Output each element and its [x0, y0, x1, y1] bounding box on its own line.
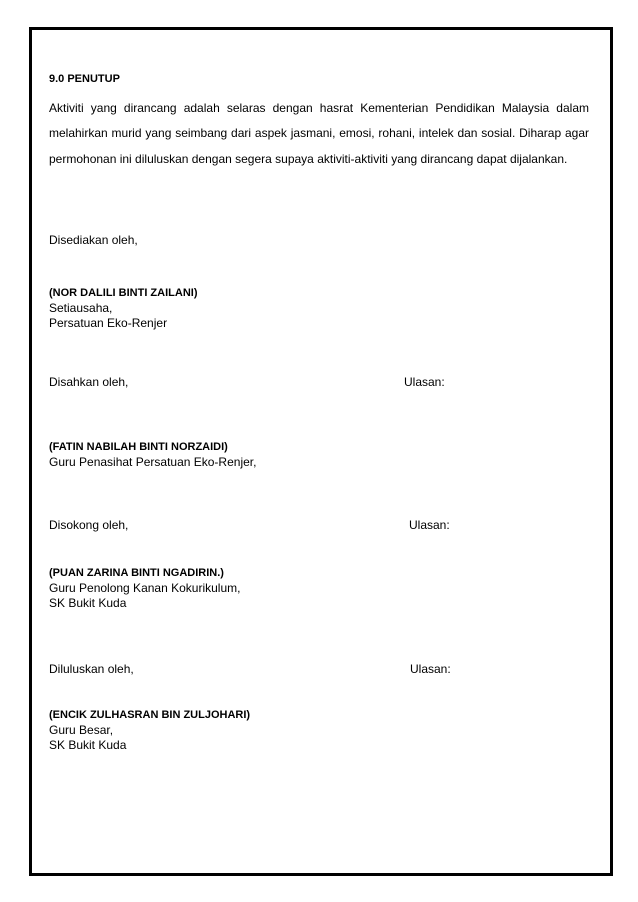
supported-by-label: Disokong oleh,	[49, 518, 129, 532]
verified-by-label: Disahkan oleh,	[49, 375, 129, 389]
verified-by-role: Guru Penasihat Persatuan Eko-Renjer,	[49, 455, 257, 469]
approved-by-role: Guru Besar,	[49, 723, 114, 737]
prepared-by-name: (NOR DALILI BINTI ZAILANI)	[49, 287, 198, 299]
prepared-by-label: Disediakan oleh,	[49, 233, 138, 247]
prepared-by-role: Setiausaha,	[49, 301, 113, 315]
approved-by-organization: SK Bukit Kuda	[49, 738, 127, 752]
closing-paragraph: Aktiviti yang dirancang adalah selaras dengan hasrat Kementerian Pendidikan Malaysia dalam melahirkan murid yang seimbang dari aspek jasmani, emosi, rohani, intelek dan sosial. Diharap agar permohonan ini diluluskan dengan segera supaya aktiviti-aktiviti yang dirancang dapat dijalankan.	[49, 101, 589, 166]
verified-remarks-label: Ulasan:	[404, 375, 445, 389]
supported-by-organization: SK Bukit Kuda	[49, 596, 127, 610]
section-heading: 9.0 PENUTUP	[49, 73, 120, 85]
prepared-by-organization: Persatuan Eko-Renjer	[49, 316, 168, 330]
approved-remarks-label: Ulasan:	[410, 662, 451, 676]
approved-by-label: Diluluskan oleh,	[49, 662, 134, 676]
supported-by-role: Guru Penolong Kanan Kokurikulum,	[49, 581, 241, 595]
approved-by-name: (ENCIK ZULHASRAN BIN ZULJOHARI)	[49, 709, 251, 721]
supported-by-name: (PUAN ZARINA BINTI NGADIRIN.)	[49, 567, 224, 579]
verified-by-name: (FATIN NABILAH BINTI NORZAIDI)	[49, 441, 228, 453]
supported-remarks-label: Ulasan:	[409, 518, 450, 532]
